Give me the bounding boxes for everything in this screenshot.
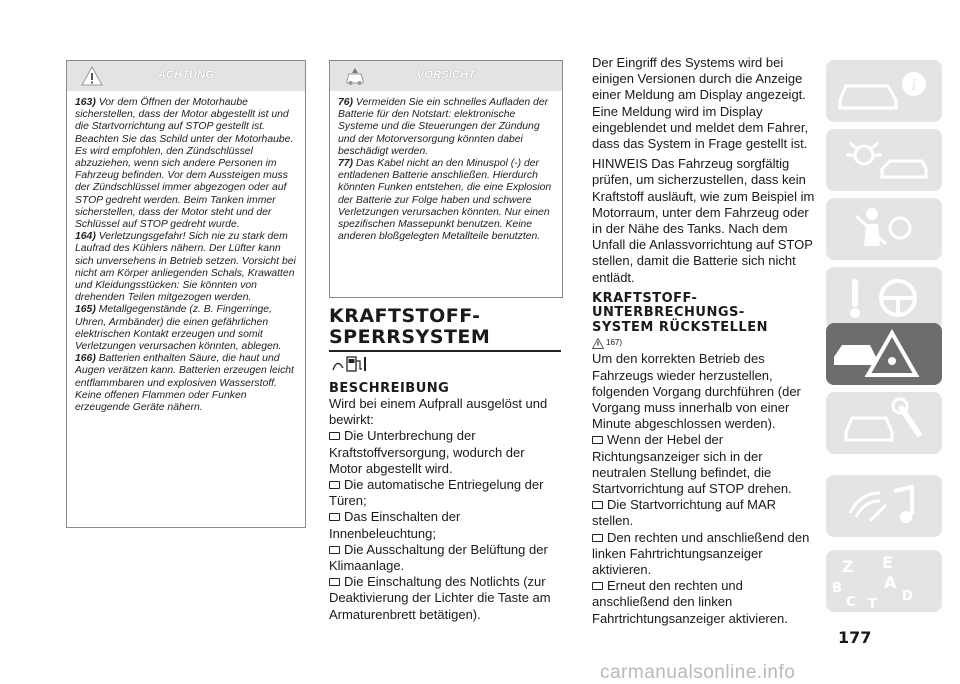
checkbox-bullet-icon bbox=[592, 501, 603, 509]
tab-car-info[interactable] bbox=[826, 60, 942, 122]
list-item: Die Unterbrechung der Kraftstoffversorgung, wodurch der Motor abgestellt wird. bbox=[329, 428, 525, 476]
index-letter: A bbox=[884, 573, 897, 592]
reference-number: 167) bbox=[606, 338, 623, 348]
list-item: Die automatische Entriegelung der Türen; bbox=[329, 477, 544, 509]
vorsicht-header bbox=[330, 61, 562, 91]
list-item: Das Einschalten der Innenbeleuchtung; bbox=[329, 509, 461, 541]
tab-index[interactable] bbox=[826, 550, 942, 612]
index-letter: C bbox=[846, 595, 856, 610]
list-item: Die Einschaltung des Notlichts (zur Deaktivierung der Lichter die Taste am Armaturenbrett betätigen). bbox=[329, 574, 551, 622]
list-item: Den rechten und anschließend den linken Fahrtrichtungsanzeiger aktivieren. bbox=[592, 529, 810, 577]
checkbox-bullet-icon bbox=[329, 546, 340, 554]
list-item: Erneut den rechten und anschließend den linken Fahrtrichtungsanzeiger aktivieren. bbox=[592, 578, 788, 626]
index-letter: D bbox=[902, 589, 913, 604]
column3-steps bbox=[592, 351, 818, 626]
safety-airbag-icon bbox=[826, 198, 942, 260]
tab-safety[interactable] bbox=[826, 198, 942, 260]
column-3 bbox=[592, 55, 818, 627]
column3-intro: Um den korrekten Betrieb des Fahrzeugs wieder herzustellen, folgenden Vorgang durchführen (der Vorgang muss innerhalb von einer Minute abgeschlossen werden). bbox=[592, 351, 801, 432]
dashboard-lights-icon bbox=[826, 129, 942, 191]
achtung-box bbox=[66, 60, 306, 528]
checkbox-bullet-icon bbox=[329, 513, 340, 521]
heading-rule bbox=[329, 350, 561, 352]
checkbox-bullet-icon bbox=[592, 582, 603, 590]
checkbox-bullet-icon bbox=[329, 578, 340, 586]
section1-intro: Wird bei einem Aufprall ausgelöst und bewirkt: bbox=[329, 396, 548, 428]
section-heading: KRAFTSTOFF- UNTERBRECHUNGS- SYSTEM RÜCKSTELLEN bbox=[592, 290, 768, 335]
checkbox-bullet-icon bbox=[329, 432, 340, 440]
achtung-item: 166) Batterien enthalten Säure, die haut und Augen verätzen kann. Batterien erzeugen leicht entflammbaren und explosiven Wasserstoff. Keine offenen Flammen oder Funken erzeugende Geräte nähern. bbox=[75, 353, 294, 414]
tab-maintenance[interactable] bbox=[826, 392, 942, 454]
paragraph: Der Eingriff des Systems wird bei einigen Versionen durch die Anzeige einer Meldung am Display angezeigt. Eine Meldung wird im Display eingeblendet und meldet dem Fahrer, dass das System in Frage gestellt ist. bbox=[592, 55, 809, 152]
achtung-item: 164) Verletzungsgefahr! Sich nie zu stark dem Laufrad des Kühlers nähern. Der Lüfter kann sich unversehens in Betrieb setzen. Vorsicht bei nicht am Körper anliegenden Schals, Krawatten und Kleidungsstücken: Sie könnten von drehenden Teilen mitgezogen werden. bbox=[75, 231, 296, 304]
achtung-item: 163) Vor dem Öffnen der Motorhaube sicherstellen, dass der Motor abgestellt ist und die Startvorrichtung auf STOP gestellt ist. Beachten Sie das Schild unter der Motorhaube. Es wird empfohlen, den Zündschlüssel abzuziehen, wenn sich andere Personen im Fahrzeug befinden. Vor dem Aussteigen muss der Zündschlüssel immer abgezogen oder auf STOP gedreht werden. Beim Tanken immer sicherstellen, dass der Motor steht und der Schlüssel auf STOP gedreht wurde. bbox=[75, 97, 294, 231]
multimedia-icon bbox=[826, 475, 942, 537]
steering-start-icon bbox=[826, 267, 942, 329]
vorsicht-box bbox=[329, 60, 563, 298]
svg-text:i: i bbox=[911, 75, 917, 94]
tab-emergency[interactable] bbox=[826, 323, 942, 385]
column3-body bbox=[592, 55, 818, 286]
vorsicht-item: 76) Vermeiden Sie ein schnelles Aufladen der Batterie für den Notstart: elektronische Systeme und die Steuerungen der Zündung und der Motorversorgung könnten dabei beschädigt werden. bbox=[338, 97, 549, 157]
footer-watermark: carmanualsonline.info bbox=[600, 662, 796, 683]
section-heading: KRAFTSTOFF- SPERRSYSTEM bbox=[329, 305, 491, 348]
page-number: 177 bbox=[838, 628, 872, 647]
maintenance-icon bbox=[826, 392, 942, 454]
subheading-beschreibung: BESCHREIBUNG bbox=[329, 381, 450, 396]
index-letter: T bbox=[868, 597, 877, 612]
tab-dashboard-lights[interactable] bbox=[826, 129, 942, 191]
emergency-icon bbox=[826, 323, 942, 385]
index-letters-icon bbox=[826, 550, 942, 612]
fuel-pump-icon bbox=[329, 354, 373, 374]
index-letter: Z bbox=[842, 557, 854, 576]
achtung-header bbox=[67, 61, 305, 91]
checkbox-bullet-icon bbox=[592, 534, 603, 542]
tab-starting-driving[interactable] bbox=[826, 267, 942, 329]
paragraph: HINWEIS Das Fahrzeug sorgfältig prüfen, um sicherzustellen, dass kein Kraftstoff ausläuft, wie zum Beispiel im Motorraum, unter dem Fahrzeug oder in der Nähe des Tanks. Nach dem Unfall die Anlassvorrichtung auf STOP stellen, damit die Batterie sich nicht entlädt. bbox=[592, 156, 815, 285]
tab-multimedia[interactable] bbox=[826, 475, 942, 537]
index-letter: B bbox=[832, 581, 842, 596]
vorsicht-body bbox=[330, 91, 562, 251]
reference-row bbox=[592, 337, 818, 351]
checkbox-bullet-icon bbox=[592, 436, 603, 444]
vorsicht-title: VORSICHT bbox=[416, 69, 476, 81]
section1-body bbox=[329, 396, 561, 623]
list-item: Wenn der Hebel der Richtungsanzeiger sich in der neutralen Stellung befindet, die Startvorrichtung auf STOP drehen. bbox=[592, 432, 792, 496]
warning-triangle-icon bbox=[592, 338, 604, 349]
achtung-item: 165) Metallgegenstände (z. B. Fingerringe, Uhren, Armbänder) die einen gefährlichen elektrischen Kontakt erzeugen und somit Verletzungen verursachen könnten, ablegen. bbox=[75, 304, 282, 353]
vorsicht-item: 77) Das Kabel nicht an den Minuspol (-) der entladenen Batterie anschließen. Hierdurch könnten Funken entstehen, die eine Explosion der Batterie zur Folge haben und schwere Verletzungen verursachen könnten. Nur einen spezifischen Massepunkt benutzen. Keine anderen bloßgelegten Metallteile benutzten. bbox=[338, 158, 552, 243]
list-item: Die Ausschaltung der Belüftung der Klimaanlage. bbox=[329, 541, 548, 574]
column-2 bbox=[329, 305, 561, 622]
achtung-title: ACHTUNG bbox=[157, 69, 215, 81]
car-info-icon bbox=[826, 60, 942, 122]
list-item: Die Startvorrichtung auf MAR stellen. bbox=[592, 497, 777, 529]
index-letter: E bbox=[882, 553, 893, 572]
checkbox-bullet-icon bbox=[329, 481, 340, 489]
achtung-body bbox=[67, 91, 305, 422]
